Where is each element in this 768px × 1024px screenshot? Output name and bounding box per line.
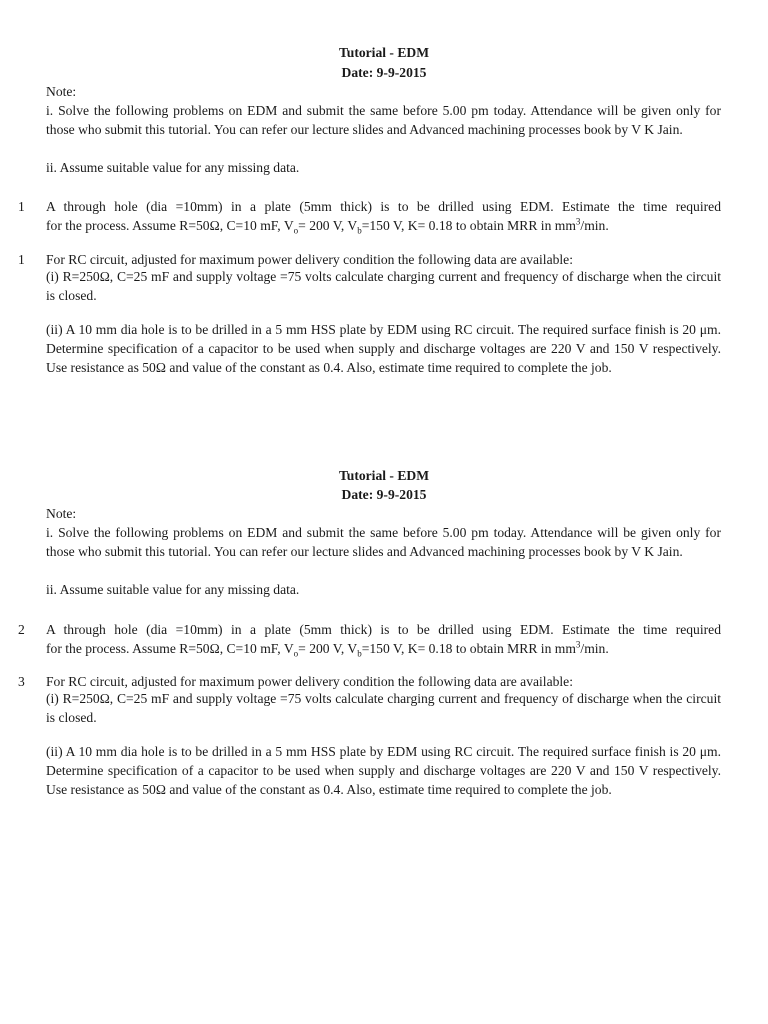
question-number: 1 (18, 252, 25, 267)
question-number: 2 (18, 622, 25, 637)
question-text-segment: for the process. Assume R=50Ω, C=10 mF, V (46, 641, 294, 656)
question-text-segment: = 200 V, V (298, 218, 358, 233)
subscript-o: o (293, 225, 299, 236)
question-part-ii: (ii) A 10 mm dia hole is to be drilled in a 5 mm HSS plate by EDM using RC circuit. The required surface finish is 20 μm. Determine specification of a capacitor to be used when supply and discharge voltages are 220 V and 150 V respectively. Use resistance as 50Ω and value of the constant as 0.4. Also, estimate time required to complete the job. (46, 322, 721, 375)
note-item-ii: ii. Assume suitable value for any missing data. (46, 160, 300, 175)
question-part-i: (i) R=250Ω, C=25 mF and supply voltage =75 volts calculate charging current and frequency of discharge when the circuit is closed. (46, 691, 721, 725)
note-item-i: i. Solve the following problems on EDM and submit the same before 5.00 pm today. Attendance will be given only for those who submit this tutorial. You can refer our lecture slides and Advanced machining processes book by V K Jain. (46, 103, 721, 137)
note-item-ii: ii. Assume suitable value for any missing data. (46, 582, 300, 597)
tutorial-date: Date: 9-9-2015 (341, 65, 427, 80)
tutorial-title: Tutorial - EDM (338, 468, 430, 483)
question-text-segment: =150 V, K= 0.18 to obtain MRR in mm (361, 641, 576, 656)
question-text-line: A through hole (dia =10mm) in a plate (5mm thick) is to be drilled using EDM. Estimate the time required (46, 622, 721, 637)
subscript-b: b (357, 648, 362, 659)
question-number: 3 (18, 674, 25, 689)
question-part-i: (i) R=250Ω, C=25 mF and supply voltage =75 volts calculate charging current and frequency of discharge when the circuit is closed. (46, 269, 721, 303)
question-text-segment: for the process. Assume R=50Ω, C=10 mF, V (46, 218, 294, 233)
question-text-line (46, 639, 721, 658)
note-item-i: i. Solve the following problems on EDM and submit the same before 5.00 pm today. Attendance will be given only for those who submit this tutorial. You can refer our lecture slides and Advanced machining processes book by V K Jain. (46, 525, 721, 559)
question-number: 1 (18, 199, 25, 214)
subscript-o: o (293, 648, 299, 659)
note-label: Note: (46, 84, 77, 99)
question-part-ii: (ii) A 10 mm dia hole is to be drilled in a 5 mm HSS plate by EDM using RC circuit. The required surface finish is 20 μm. Determine specification of a capacitor to be used when supply and discharge voltages are 220 V and 150 V respectively. Use resistance as 50Ω and value of the constant as 0.4. Also, estimate time required to complete the job. (46, 744, 721, 797)
question-intro: For RC circuit, adjusted for maximum power delivery condition the following data are available: (46, 252, 573, 267)
tutorial-title: Tutorial - EDM (338, 45, 430, 60)
question-text-segment: /min. (580, 641, 609, 656)
question-text-segment: = 200 V, V (298, 641, 358, 656)
question-intro: For RC circuit, adjusted for maximum power delivery condition the following data are available: (46, 674, 573, 689)
tutorial-date: Date: 9-9-2015 (341, 487, 427, 502)
subscript-b: b (357, 225, 362, 236)
note-label: Note: (46, 506, 77, 521)
question-text-segment: =150 V, K= 0.18 to obtain MRR in mm (361, 218, 576, 233)
superscript-3: 3 (575, 639, 581, 650)
question-text-line: A through hole (dia =10mm) in a plate (5mm thick) is to be drilled using EDM. Estimate the time required (46, 199, 721, 214)
superscript-3: 3 (575, 216, 581, 227)
question-text-segment: /min. (580, 218, 609, 233)
question-text-line (46, 216, 721, 235)
